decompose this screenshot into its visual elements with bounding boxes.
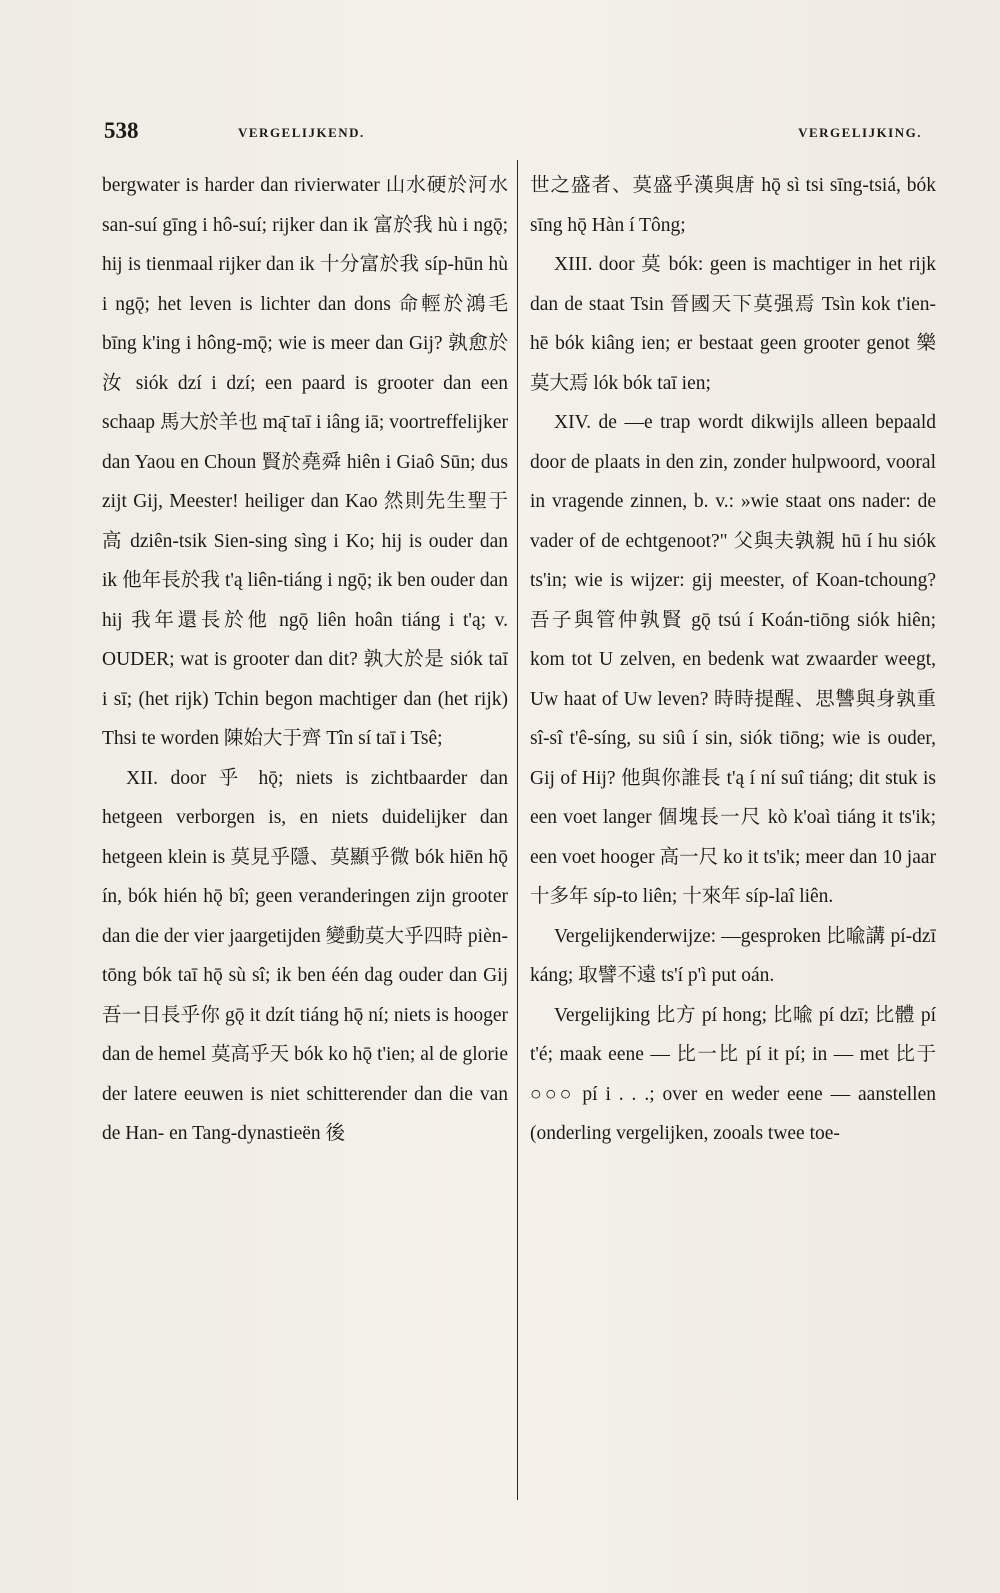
running-head-left: VERGELIJKEND. <box>238 125 365 140</box>
left-paragraph-xii: XII. door 乎 hǭ; niets is zichtbaarder dan hetgeen verborgen is, en niets duidelijker dan hetgeen klein is 莫見乎隱、莫顯乎微 bók hiēn hǭ ín, bók hién hǭ bî; geen veranderingen zijn grooter dan die der vier jaargetijden 變動莫大乎四時 pièn-tōng bók taī hǭ sù sî; ik ben één dag ouder dan Gij 吾一日長乎你 gǭ it dzít tiáng hǭ ní; niets is hooger dan de hemel 莫高乎天 bók ko hǭ t'ien; al de glorie der latere eeuwen is niet schitterender dan die van de Han- en Tang-dynastieën 後 <box>102 767 508 1144</box>
entry-vergelijkenderwijze: Vergelijkenderwijze: —gesproken 比喩講 pí-dzī káng; 取譬不遠 ts'í p'ì put oán. <box>530 925 936 986</box>
right-paragraph-1: 世之盛者、莫盛乎漢與唐 hǭ sì tsi sīng-tsiá, bók sīng hǭ Hàn í Tông; <box>530 175 936 236</box>
page-header <box>104 118 934 148</box>
right-column <box>530 166 936 1516</box>
left-column <box>102 166 508 1516</box>
right-paragraph-xiv: XIV. de —e trap wordt dikwijls alleen bepaald door de plaats in den zin, zonder hulpwoord, vooral in vragende zinnen, b. v.: »wie staat ons nader: de vader of de echtgenoot?" 父與夫孰親 hū í hu siók ts'in; wie is wijzer: gij meester, of Koan-tchoung? 吾子與管仲孰賢 gǭ tsú í Koán-tiōng siók hiên; kom tot U zelven, en bedenk wat zwaarder weegt, Uw haat of Uw leven? 時時提醒、思讐與身孰重 sî-sî t'ê-síng, su siû í sin, siók tiōng; wie is ouder, Gij of Hij? 他與你誰長 t'ą í ní suî tiáng; dit stuk is een voet langer 個塊長一尺 kò k'oaì tiáng it ts'ik; een voet hooger 高一尺 ko it ts'ik; meer dan 10 jaar 十多年 síp-to liên; 十來年 síp-laî liên. <box>530 412 936 907</box>
left-paragraph-1: bergwater is harder dan rivierwater 山水硬於河水 san-suí gīng i hô-suí; rijker dan ik 富於我 hù i ngǭ; hij is tienmaal rijker dan ik 十分富於我 síp-hūn hù i ngǭ; het leven is lichter dan dons 命輕於鴻毛 bīng k'ing i hông-mǭ; wie is meer dan Gij? 孰愈於汝 siók dzí i dzí; een paard is grooter dan een schaap 馬大於羊也 mą̄ taī i iâng iā; voortreffelijker dan Yaou en Choun 賢於堯舜 hiên i Giaô Sūn; dus zijt Gij, Meester! heiliger dan Kao 然則先生聖于高 dziên-tsik Sien-sing sìng i Ko; hij is ouder dan ik 他年長於我 t'ą liên-tiáng i ngǭ; ik ben ouder dan hij 我年還長於他 ngǭ liên hoân tiáng i t'ą; v. OUDER; wat is grooter dan dit? 孰大於是 siók taī i sī; (het rijk) Tchin begon machtiger dan (het rijk) Thsi te worden 陳始大于齊 Tîn sí taī i Tsê; <box>102 175 508 749</box>
entry-vergelijking: Vergelijking 比方 pí hong; 比喩 pí dzī; 比體 pí t'é; maak eene — 比一比 pí it pí; in — met 比于○○○ pí i . . .; over en weder eene — aanstellen (onderling vergelijken, zooals twee toe- <box>530 1004 936 1144</box>
column-divider <box>517 160 518 1500</box>
right-paragraph-xiii: XIII. door 莫 bók: geen is machtiger in het rijk dan de staat Tsin 晉國天下莫强焉 Tsìn kok t'ien-hē bók kiâng ien; er bestaat geen grooter genot 樂莫大焉 lók bók taī ien; <box>530 254 936 394</box>
page-number: 538 <box>104 118 139 143</box>
running-head-right: VERGELIJKING. <box>798 125 922 140</box>
